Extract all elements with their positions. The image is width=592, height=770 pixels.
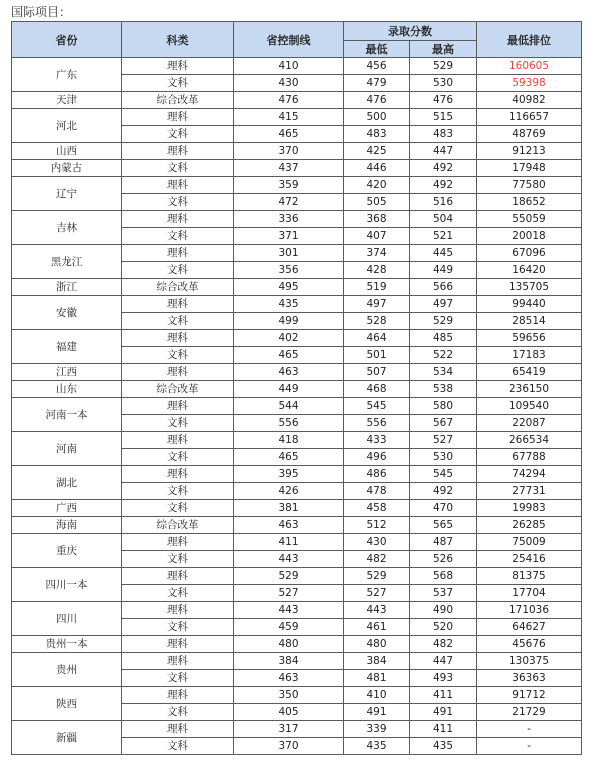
cell-min-rank: 74294 xyxy=(477,466,582,483)
cell-province: 新疆 xyxy=(12,721,122,755)
cell-subject: 文科 xyxy=(122,551,234,568)
cell-min-rank: 27731 xyxy=(477,483,582,500)
cell-max-score: 411 xyxy=(410,687,477,704)
cell-max-score: 449 xyxy=(410,262,477,279)
cell-control-line: 556 xyxy=(234,415,344,432)
table-row xyxy=(12,58,582,75)
cell-province: 重庆 xyxy=(12,534,122,568)
cell-control-line: 495 xyxy=(234,279,344,296)
cell-max-score: 492 xyxy=(410,177,477,194)
cell-control-line: 415 xyxy=(234,109,344,126)
cell-subject: 理科 xyxy=(122,398,234,415)
cell-min-score: 478 xyxy=(344,483,410,500)
cell-min-score: 479 xyxy=(344,75,410,92)
cell-min-rank: 67788 xyxy=(477,449,582,466)
cell-control-line: 370 xyxy=(234,738,344,755)
cell-province: 河南 xyxy=(12,432,122,466)
cell-subject: 文科 xyxy=(122,500,234,517)
cell-min-score: 433 xyxy=(344,432,410,449)
cell-min-score: 528 xyxy=(344,313,410,330)
table-header xyxy=(12,22,582,58)
cell-subject: 文科 xyxy=(122,449,234,466)
cell-min-score: 512 xyxy=(344,517,410,534)
cell-max-score: 497 xyxy=(410,296,477,313)
cell-min-score: 461 xyxy=(344,619,410,636)
cell-min-rank: 25416 xyxy=(477,551,582,568)
cell-min-score: 458 xyxy=(344,500,410,517)
cell-max-score: 522 xyxy=(410,347,477,364)
cell-min-rank: 236150 xyxy=(477,381,582,398)
cell-subject: 文科 xyxy=(122,313,234,330)
cell-min-score: 491 xyxy=(344,704,410,721)
cell-min-rank: 67096 xyxy=(477,245,582,262)
cell-max-score: 483 xyxy=(410,126,477,143)
cell-min-score: 505 xyxy=(344,194,410,211)
table-row xyxy=(12,245,582,262)
cell-province: 山西 xyxy=(12,143,122,160)
cell-min-rank: 59398 xyxy=(477,75,582,92)
cell-subject: 文科 xyxy=(122,160,234,177)
header-province: 省份 xyxy=(12,22,122,58)
cell-province: 福建 xyxy=(12,330,122,364)
cell-max-score: 491 xyxy=(410,704,477,721)
table-row xyxy=(12,160,582,177)
cell-control-line: 437 xyxy=(234,160,344,177)
cell-min-rank: 77580 xyxy=(477,177,582,194)
cell-max-score: 566 xyxy=(410,279,477,296)
cell-control-line: 472 xyxy=(234,194,344,211)
cell-control-line: 418 xyxy=(234,432,344,449)
cell-control-line: 544 xyxy=(234,398,344,415)
table-row xyxy=(12,636,582,653)
table-row xyxy=(12,534,582,551)
cell-control-line: 459 xyxy=(234,619,344,636)
cell-min-rank: 20018 xyxy=(477,228,582,245)
cell-min-score: 476 xyxy=(344,92,410,109)
cell-province: 广西 xyxy=(12,500,122,517)
cell-min-rank: 19983 xyxy=(477,500,582,517)
cell-min-score: 507 xyxy=(344,364,410,381)
cell-subject: 文科 xyxy=(122,75,234,92)
cell-subject: 理科 xyxy=(122,58,234,75)
cell-max-score: 529 xyxy=(410,313,477,330)
cell-subject: 文科 xyxy=(122,585,234,602)
cell-min-score: 410 xyxy=(344,687,410,704)
cell-control-line: 527 xyxy=(234,585,344,602)
cell-province: 天津 xyxy=(12,92,122,109)
table-row xyxy=(12,143,582,160)
cell-min-rank: 160605 xyxy=(477,58,582,75)
cell-max-score: 538 xyxy=(410,381,477,398)
table-row xyxy=(12,466,582,483)
cell-subject: 文科 xyxy=(122,704,234,721)
cell-min-rank: 55059 xyxy=(477,211,582,228)
cell-max-score: 490 xyxy=(410,602,477,619)
cell-min-rank: 28514 xyxy=(477,313,582,330)
cell-min-score: 500 xyxy=(344,109,410,126)
cell-subject: 文科 xyxy=(122,347,234,364)
cell-min-rank: 91213 xyxy=(477,143,582,160)
cell-min-rank: 109540 xyxy=(477,398,582,415)
cell-min-rank: 99440 xyxy=(477,296,582,313)
cell-subject: 理科 xyxy=(122,568,234,585)
cell-control-line: 443 xyxy=(234,551,344,568)
cell-min-score: 407 xyxy=(344,228,410,245)
cell-max-score: 492 xyxy=(410,160,477,177)
cell-max-score: 529 xyxy=(410,58,477,75)
cell-max-score: 527 xyxy=(410,432,477,449)
cell-subject: 文科 xyxy=(122,228,234,245)
cell-max-score: 567 xyxy=(410,415,477,432)
cell-min-score: 368 xyxy=(344,211,410,228)
cell-min-rank: 17183 xyxy=(477,347,582,364)
header-min-score: 最低 xyxy=(344,41,410,58)
cell-min-score: 497 xyxy=(344,296,410,313)
cell-min-score: 339 xyxy=(344,721,410,738)
cell-min-score: 529 xyxy=(344,568,410,585)
cell-subject: 理科 xyxy=(122,296,234,313)
cell-control-line: 356 xyxy=(234,262,344,279)
cell-min-rank: 17704 xyxy=(477,585,582,602)
table-row xyxy=(12,687,582,704)
header-admission-score: 录取分数 xyxy=(344,22,477,41)
cell-subject: 文科 xyxy=(122,670,234,687)
cell-province: 广东 xyxy=(12,58,122,92)
cell-control-line: 426 xyxy=(234,483,344,500)
cell-min-rank: 21729 xyxy=(477,704,582,721)
cell-min-rank: 26285 xyxy=(477,517,582,534)
cell-control-line: 476 xyxy=(234,92,344,109)
cell-control-line: 371 xyxy=(234,228,344,245)
cell-subject: 理科 xyxy=(122,721,234,738)
cell-province: 海南 xyxy=(12,517,122,534)
cell-min-score: 501 xyxy=(344,347,410,364)
admission-score-table xyxy=(11,21,582,755)
cell-max-score: 445 xyxy=(410,245,477,262)
cell-control-line: 370 xyxy=(234,143,344,160)
cell-max-score: 530 xyxy=(410,449,477,466)
table-row xyxy=(12,211,582,228)
cell-min-score: 456 xyxy=(344,58,410,75)
cell-subject: 理科 xyxy=(122,177,234,194)
cell-control-line: 402 xyxy=(234,330,344,347)
table-row xyxy=(12,500,582,517)
cell-subject: 文科 xyxy=(122,619,234,636)
table-row xyxy=(12,398,582,415)
cell-max-score: 521 xyxy=(410,228,477,245)
cell-max-score: 565 xyxy=(410,517,477,534)
cell-max-score: 476 xyxy=(410,92,477,109)
cell-subject: 理科 xyxy=(122,109,234,126)
table-row xyxy=(12,279,582,296)
cell-min-score: 486 xyxy=(344,466,410,483)
cell-province: 吉林 xyxy=(12,211,122,245)
cell-control-line: 336 xyxy=(234,211,344,228)
cell-subject: 文科 xyxy=(122,738,234,755)
cell-province: 江西 xyxy=(12,364,122,381)
cell-subject: 理科 xyxy=(122,466,234,483)
cell-max-score: 504 xyxy=(410,211,477,228)
cell-subject: 理科 xyxy=(122,602,234,619)
cell-province: 辽宁 xyxy=(12,177,122,211)
cell-min-score: 430 xyxy=(344,534,410,551)
cell-control-line: 405 xyxy=(234,704,344,721)
cell-max-score: 447 xyxy=(410,653,477,670)
cell-min-rank: 36363 xyxy=(477,670,582,687)
cell-max-score: 515 xyxy=(410,109,477,126)
cell-min-rank: 116657 xyxy=(477,109,582,126)
table-row xyxy=(12,330,582,347)
cell-min-rank: 18652 xyxy=(477,194,582,211)
cell-subject: 综合改革 xyxy=(122,381,234,398)
cell-min-score: 428 xyxy=(344,262,410,279)
cell-control-line: 463 xyxy=(234,517,344,534)
cell-min-rank: 171036 xyxy=(477,602,582,619)
cell-min-rank: 48769 xyxy=(477,126,582,143)
table-row xyxy=(12,653,582,670)
cell-subject: 理科 xyxy=(122,653,234,670)
cell-control-line: 359 xyxy=(234,177,344,194)
cell-min-rank: 16420 xyxy=(477,262,582,279)
cell-min-rank: 59656 xyxy=(477,330,582,347)
cell-min-score: 545 xyxy=(344,398,410,415)
cell-control-line: 529 xyxy=(234,568,344,585)
table-body xyxy=(12,58,582,755)
cell-control-line: 411 xyxy=(234,534,344,551)
cell-min-score: 519 xyxy=(344,279,410,296)
cell-subject: 理科 xyxy=(122,211,234,228)
header-min-rank: 最低排位 xyxy=(477,22,582,58)
cell-max-score: 526 xyxy=(410,551,477,568)
cell-min-rank: 65419 xyxy=(477,364,582,381)
cell-max-score: 485 xyxy=(410,330,477,347)
cell-subject: 理科 xyxy=(122,534,234,551)
cell-province: 陕西 xyxy=(12,687,122,721)
cell-min-rank: 81375 xyxy=(477,568,582,585)
cell-subject: 综合改革 xyxy=(122,279,234,296)
cell-min-score: 374 xyxy=(344,245,410,262)
cell-min-rank: - xyxy=(477,721,582,738)
cell-min-score: 482 xyxy=(344,551,410,568)
cell-max-score: 487 xyxy=(410,534,477,551)
table-caption: 国际项目： xyxy=(11,5,72,19)
cell-min-rank: 40982 xyxy=(477,92,582,109)
header-max-score: 最高 xyxy=(410,41,477,58)
header-subject: 科类 xyxy=(122,22,234,58)
cell-min-rank: 266534 xyxy=(477,432,582,449)
cell-province: 四川一本 xyxy=(12,568,122,602)
cell-min-score: 481 xyxy=(344,670,410,687)
cell-control-line: 384 xyxy=(234,653,344,670)
table-row xyxy=(12,109,582,126)
cell-province: 贵州一本 xyxy=(12,636,122,653)
cell-province: 四川 xyxy=(12,602,122,636)
cell-subject: 文科 xyxy=(122,262,234,279)
cell-control-line: 410 xyxy=(234,58,344,75)
cell-control-line: 443 xyxy=(234,602,344,619)
cell-province: 河北 xyxy=(12,109,122,143)
cell-max-score: 568 xyxy=(410,568,477,585)
cell-control-line: 465 xyxy=(234,126,344,143)
cell-subject: 理科 xyxy=(122,432,234,449)
cell-min-score: 443 xyxy=(344,602,410,619)
cell-province: 湖北 xyxy=(12,466,122,500)
table-row xyxy=(12,381,582,398)
cell-province: 贵州 xyxy=(12,653,122,687)
table-row xyxy=(12,364,582,381)
cell-control-line: 463 xyxy=(234,670,344,687)
cell-min-score: 480 xyxy=(344,636,410,653)
table-row xyxy=(12,432,582,449)
cell-province: 内蒙古 xyxy=(12,160,122,177)
table-row xyxy=(12,177,582,194)
cell-min-score: 483 xyxy=(344,126,410,143)
cell-subject: 文科 xyxy=(122,483,234,500)
table-row xyxy=(12,568,582,585)
cell-min-rank: 91712 xyxy=(477,687,582,704)
cell-min-score: 435 xyxy=(344,738,410,755)
cell-max-score: 534 xyxy=(410,364,477,381)
cell-subject: 理科 xyxy=(122,245,234,262)
cell-min-score: 384 xyxy=(344,653,410,670)
cell-subject: 综合改革 xyxy=(122,517,234,534)
cell-min-rank: 22087 xyxy=(477,415,582,432)
cell-subject: 文科 xyxy=(122,415,234,432)
cell-control-line: 465 xyxy=(234,449,344,466)
cell-province: 浙江 xyxy=(12,279,122,296)
cell-min-score: 556 xyxy=(344,415,410,432)
cell-min-rank: 135705 xyxy=(477,279,582,296)
cell-min-rank: 130375 xyxy=(477,653,582,670)
cell-control-line: 395 xyxy=(234,466,344,483)
cell-min-rank: 45676 xyxy=(477,636,582,653)
cell-province: 河南一本 xyxy=(12,398,122,432)
cell-max-score: 492 xyxy=(410,483,477,500)
cell-min-score: 446 xyxy=(344,160,410,177)
cell-min-score: 468 xyxy=(344,381,410,398)
table-row xyxy=(12,296,582,313)
cell-max-score: 520 xyxy=(410,619,477,636)
cell-control-line: 381 xyxy=(234,500,344,517)
cell-min-score: 464 xyxy=(344,330,410,347)
cell-max-score: 493 xyxy=(410,670,477,687)
cell-min-rank: 17948 xyxy=(477,160,582,177)
table-row xyxy=(12,517,582,534)
cell-max-score: 530 xyxy=(410,75,477,92)
cell-control-line: 301 xyxy=(234,245,344,262)
cell-min-rank: 64627 xyxy=(477,619,582,636)
cell-min-score: 420 xyxy=(344,177,410,194)
cell-max-score: 470 xyxy=(410,500,477,517)
table-row xyxy=(12,721,582,738)
cell-control-line: 449 xyxy=(234,381,344,398)
cell-province: 山东 xyxy=(12,381,122,398)
cell-control-line: 435 xyxy=(234,296,344,313)
cell-subject: 理科 xyxy=(122,636,234,653)
cell-min-rank: 75009 xyxy=(477,534,582,551)
cell-max-score: 411 xyxy=(410,721,477,738)
cell-province: 黑龙江 xyxy=(12,245,122,279)
cell-max-score: 447 xyxy=(410,143,477,160)
cell-province: 安徽 xyxy=(12,296,122,330)
cell-min-score: 527 xyxy=(344,585,410,602)
cell-min-rank: - xyxy=(477,738,582,755)
cell-min-score: 425 xyxy=(344,143,410,160)
cell-max-score: 580 xyxy=(410,398,477,415)
cell-subject: 综合改革 xyxy=(122,92,234,109)
table-row xyxy=(12,602,582,619)
cell-max-score: 435 xyxy=(410,738,477,755)
cell-control-line: 465 xyxy=(234,347,344,364)
cell-subject: 理科 xyxy=(122,330,234,347)
cell-control-line: 350 xyxy=(234,687,344,704)
cell-control-line: 317 xyxy=(234,721,344,738)
cell-max-score: 516 xyxy=(410,194,477,211)
cell-max-score: 545 xyxy=(410,466,477,483)
cell-max-score: 537 xyxy=(410,585,477,602)
cell-subject: 理科 xyxy=(122,687,234,704)
cell-control-line: 430 xyxy=(234,75,344,92)
cell-subject: 文科 xyxy=(122,194,234,211)
cell-subject: 理科 xyxy=(122,143,234,160)
table-row xyxy=(12,92,582,109)
cell-subject: 理科 xyxy=(122,364,234,381)
cell-subject: 文科 xyxy=(122,126,234,143)
cell-control-line: 480 xyxy=(234,636,344,653)
cell-control-line: 499 xyxy=(234,313,344,330)
cell-control-line: 463 xyxy=(234,364,344,381)
cell-max-score: 482 xyxy=(410,636,477,653)
header-control-line: 省控制线 xyxy=(234,22,344,58)
cell-min-score: 496 xyxy=(344,449,410,466)
